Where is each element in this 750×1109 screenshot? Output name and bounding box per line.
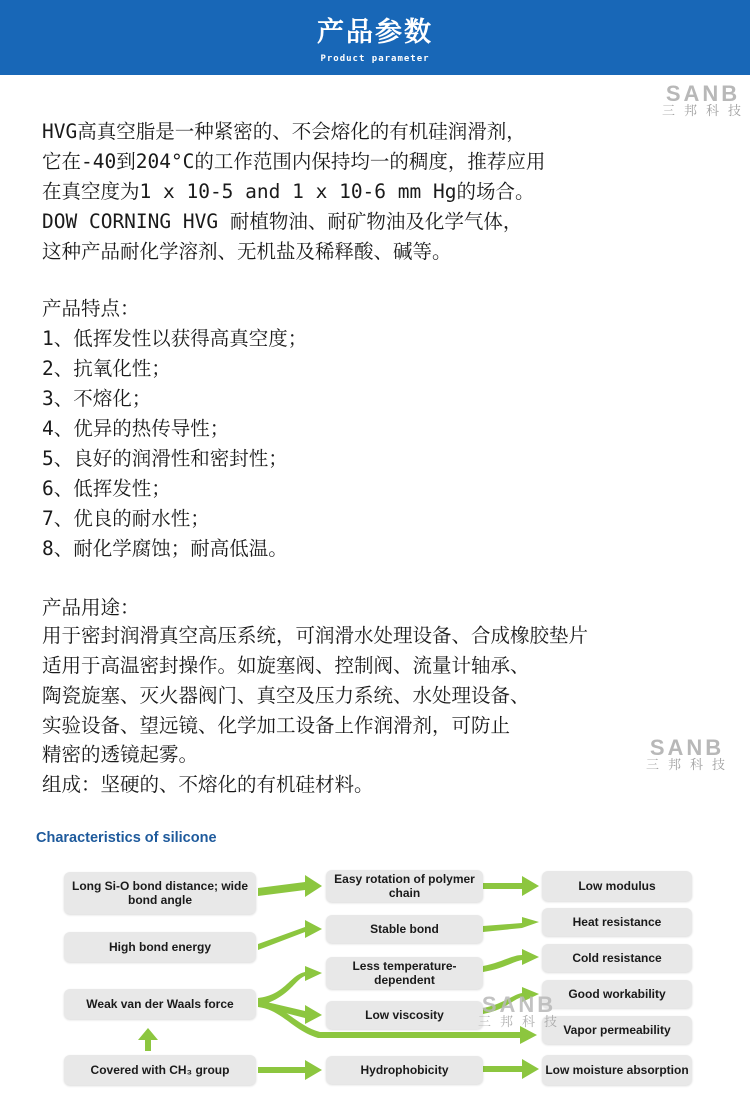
usage-line: 用于密封润滑真空高压系统，可润滑水处理设备、合成橡胶垫片 [42,624,589,647]
watermark-logo-text: SANB [481,992,557,1017]
watermark-cn-text: 三邦科技 [646,758,735,773]
arrow-icon [258,920,322,950]
char-box-middle: Hydrophobicity [326,1056,483,1084]
arrow-icon [483,917,539,932]
arrow-icon [483,876,539,896]
feature-item: 2、抗氧化性； [42,357,171,380]
intro-line: DOW CORNING HVG 耐植物油、耐矿物油及化学气体， [42,210,523,233]
intro-line: 它在-40到204°C的工作范围内保持均一的稠度，推荐应用 [42,150,546,173]
arrow-icon [258,875,322,897]
intro-line: HVG高真空脂是一种紧密的、不会熔化的有机硅润滑剂， [42,120,526,143]
arrow-icon [258,1060,322,1080]
char-box-right: Cold resistance [542,944,692,972]
watermark-logo-text: SANB [649,735,725,760]
char-box-right: Heat resistance [542,908,692,936]
arrow-icon [483,1059,539,1079]
char-box-left: High bond energy [64,932,256,962]
char-box-middle: Stable bond [326,915,483,943]
arrow-icon [138,1028,158,1051]
usage-line: 适用于高温密封操作。如旋塞阀、控制阀、流量计轴承、 [42,654,530,677]
feature-item: 4、优异的热传导性； [42,417,230,440]
char-box-left: Long Si-O bond distance; wide bond angle [64,872,256,914]
intro-line: 这种产品耐化学溶剂、无机盐及稀释酸、碱等。 [42,240,452,263]
diagram-title: Characteristics of silicone [36,830,217,846]
page-title: 产品参数 [317,17,433,48]
watermark-cn-text: 三邦科技 [662,104,750,119]
char-box-middle: Low viscosity [326,1001,483,1029]
char-box-left: Covered with CH₃ group [64,1055,256,1085]
char-box-right: Low modulus [542,871,692,901]
char-box-left: Weak van der Waals force [64,989,256,1019]
char-box-right: Vapor permeability [542,1016,692,1044]
char-box-middle: Easy rotation of polymer chain [326,870,483,902]
feature-item: 6、低挥发性； [42,477,171,500]
feature-item: 5、良好的润滑性和密封性； [42,447,288,470]
intro-line: 在真空度为1 x 10-5 and 1 x 10-6 mm Hg的场合。 [42,180,535,203]
char-box-right: Good workability [542,980,692,1008]
feature-item: 1、低挥发性以获得高真空度； [42,327,308,350]
char-box-right: Low moisture absorption [542,1055,692,1085]
usage-title: 产品用途： [42,596,140,619]
usage-line: 实验设备、望远镜、化学加工设备上作润滑剂，可防止 [42,714,511,737]
usage-line: 精密的透镜起雾。 [42,743,199,766]
watermark-cn-text: 三邦科技 [478,1015,567,1030]
features-title: 产品特点： [42,297,140,320]
feature-item: 3、不熔化； [42,387,152,410]
watermark-logo [472,992,567,1031]
watermark-logo-text: SANB [665,81,741,106]
arrow-icon [258,966,322,1006]
arrow-icon [483,949,539,972]
usage-line: 陶瓷旋塞、灭火器阀门、真空及压力系统、水处理设备、 [42,684,530,707]
feature-item: 7、优良的耐水性； [42,507,210,530]
page-subtitle: Product parameter [320,54,430,64]
feature-item: 8、耐化学腐蚀；耐高低温。 [42,537,288,560]
char-box-middle: Less temperature-dependent [326,957,483,989]
usage-line: 组成：坚硬的、不熔化的有机硅材料。 [42,773,374,796]
